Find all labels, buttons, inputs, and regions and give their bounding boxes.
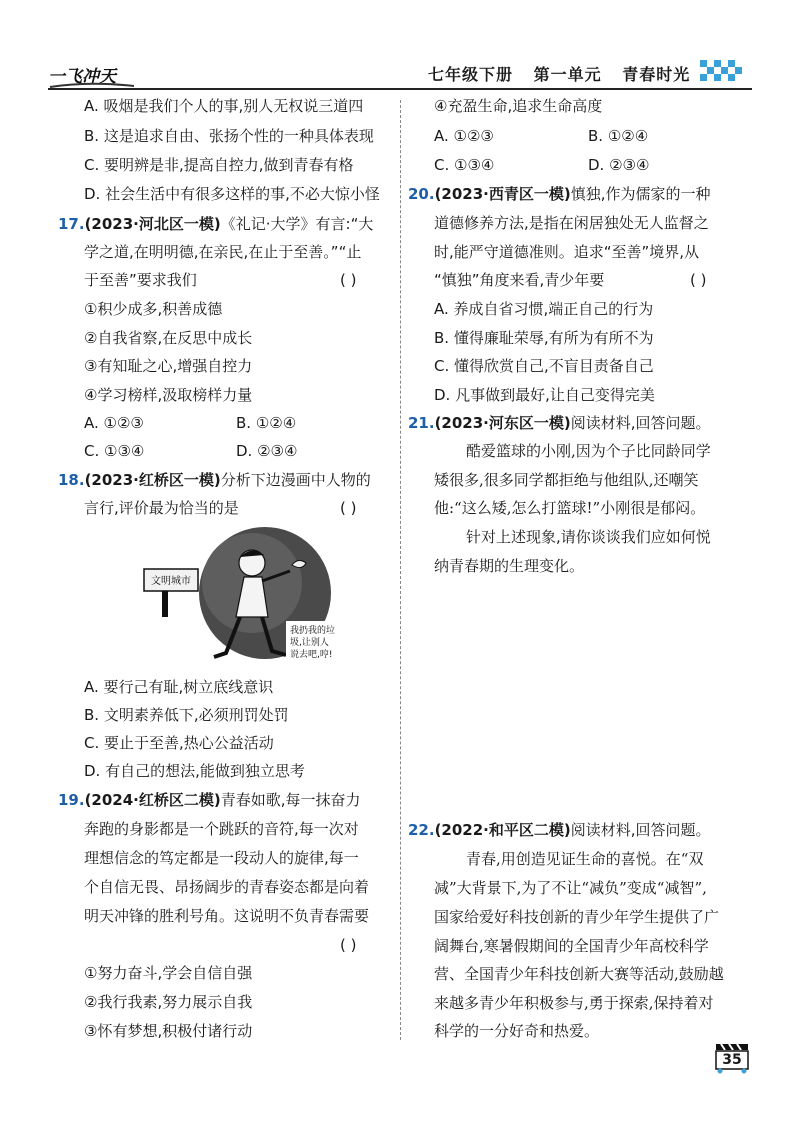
cartoon-speech-line2: 圾,让别人 <box>290 638 329 648</box>
q17-number: 17. <box>58 215 85 233</box>
q17-source: (2023·河北区一模) <box>84 215 221 233</box>
column-divider <box>400 100 401 1040</box>
series-logo: 一飞冲天 <box>48 67 116 87</box>
q20-stem-line2: 道德修养方法,是指在闲居独处无人监督之 <box>434 214 709 232</box>
q22-material-line1: 青春,用创造见证生命的喜悦。在“双 <box>466 850 704 868</box>
q21-stem-text: 阅读材料,回答问题。 <box>570 414 711 432</box>
q19-option-a: A. ①②③ <box>434 127 494 145</box>
q19-stem-line1 <box>58 790 361 810</box>
q16-option-d: D. 社会生活中有很多这样的事,不必大惊小怪 <box>84 185 380 203</box>
q18-source: (2023·红桥区一模) <box>84 471 221 489</box>
checker-cell <box>721 74 728 81</box>
checker-cell <box>728 60 735 67</box>
q20-answer-paren: ( ) <box>690 271 707 289</box>
checker-cell <box>714 60 721 67</box>
q21-material-line3: 他:“这么矮,怎么打篮球!”小刚很是郁闷。 <box>434 499 706 517</box>
header-unit: 第一单元 <box>533 65 602 84</box>
q18-option-a: A. 要行己有耻,树立底线意识 <box>84 678 274 696</box>
q17-option-b: B. ①②④ <box>236 414 297 432</box>
q17-item-2: ②自我省察,在反思中成长 <box>84 329 253 347</box>
q20-option-a: A. 养成自省习惯,端正自己的行为 <box>434 300 654 318</box>
q19-option-c: C. ①③④ <box>434 156 495 174</box>
q18-option-d: D. 有自己的想法,能做到独立思考 <box>84 762 305 780</box>
q22-stem-text: 阅读材料,回答问题。 <box>570 821 711 839</box>
q17-option-a: A. ①②③ <box>84 414 144 432</box>
q17-item-3: ③有知耻之心,增强自控力 <box>84 357 253 375</box>
q20-source: (2023·西青区一模) <box>434 185 571 203</box>
page-number: 35 <box>722 1052 742 1068</box>
q19-stem-line4: 个自信无畏、昂扬阔步的青春姿态都是向着 <box>84 878 370 896</box>
cartoon-speech-line3: 说去吧,哼! <box>290 650 333 660</box>
checker-cell <box>714 74 721 81</box>
q18-stem-line1 <box>58 470 371 490</box>
q21-ask-line2: 纳青春期的生理变化。 <box>434 557 585 575</box>
q22-number: 22. <box>408 821 435 839</box>
q22-material-line6: 来越多青少年积极参与,勇于探索,保持着对 <box>434 994 714 1012</box>
q17-stem-line1 <box>58 214 373 234</box>
checker-cell <box>728 67 735 74</box>
q20-option-b: B. 懂得廉耻荣辱,有所为有所不为 <box>434 329 654 347</box>
q17-stem-text1: 《礼记·大学》有言:“大 <box>220 215 374 233</box>
checker-cell <box>735 74 742 81</box>
q19-item-2: ②我行我素,努力展示自我 <box>84 993 253 1011</box>
q19-number: 19. <box>58 791 85 809</box>
q19-option-b: B. ①②④ <box>588 127 649 145</box>
q21-ask-line1: 针对上述现象,请你谈谈我们应如何悦 <box>466 528 711 546</box>
q18-option-b: B. 文明素养低下,必须刑罚处罚 <box>84 706 289 724</box>
header-theme: 青春时光 <box>622 65 691 84</box>
q17-option-c: C. ①③④ <box>84 442 145 460</box>
q17-item-4: ④学习榜样,汲取榜样力量 <box>84 386 253 404</box>
checker-cell <box>735 67 742 74</box>
q22-material-line3: 国家给爱好科技创新的青少年学生提供了广 <box>434 908 720 926</box>
header-grade: 七年级下册 <box>428 65 514 84</box>
checker-cell <box>700 67 707 74</box>
q19-item-3: ③怀有梦想,积极付诸行动 <box>84 1022 253 1040</box>
q20-number: 20. <box>408 185 435 203</box>
checker-cell <box>721 67 728 74</box>
q20-stem-line3: 时,能严守道德准则。追求“至善”境界,从 <box>434 243 700 261</box>
checker-cell <box>707 67 714 74</box>
header-checker-icon <box>700 60 742 81</box>
header-title <box>428 62 704 85</box>
q20-option-d: D. 凡事做到最好,让自己变得完美 <box>434 386 655 404</box>
q21-number: 21. <box>408 414 435 432</box>
checker-cell <box>707 74 714 81</box>
q16-option-b: B. 这是追求自由、张扬个性的一种具体表现 <box>84 127 374 145</box>
q22-material-line7: 科学的一分好奇和热爱。 <box>434 1022 600 1040</box>
q16-option-a: A. 吸烟是我们个人的事,别人无权说三道四 <box>84 97 364 115</box>
cartoon-sign-post <box>162 591 168 617</box>
q21-source: (2023·河东区一模) <box>434 414 571 432</box>
q17-option-d: D. ②③④ <box>236 442 298 460</box>
cartoon-sign-text: 文明城市 <box>151 576 191 587</box>
q19-source: (2024·红桥区二模) <box>84 791 221 809</box>
q16-option-c: C. 要明辨是非,提高自控力,做到青春有格 <box>84 156 354 174</box>
q17-stem-line3: 于至善”要求我们 <box>84 271 197 289</box>
q19-stem-line2: 奔跑的身影都是一个跳跃的音符,每一次对 <box>84 820 359 838</box>
q19-option-d: D. ②③④ <box>588 156 650 174</box>
header-rule <box>48 88 752 90</box>
q22-material-line2: 减”大背景下,为了不让“减负”变成“减智”, <box>434 879 707 897</box>
cartoon-speech-line1: 我扔我的垃 <box>290 626 336 636</box>
q20-stem-text1: 慎独,作为儒家的一种 <box>570 185 711 203</box>
q22-material-line4: 阔舞台,寒暑假期间的全国青少年高校科学 <box>434 937 709 955</box>
q22-material-line5: 营、全国青少年科技创新大赛等活动,鼓励越 <box>434 965 724 983</box>
q19-item-4: ④充盈生命,追求生命高度 <box>434 97 603 115</box>
q19-stem-line3: 理想信念的笃定都是一段动人的旋律,每一 <box>84 849 359 867</box>
checker-cell <box>728 74 735 81</box>
q17-answer-paren: ( ) <box>340 271 357 289</box>
q18-option-c: C. 要止于至善,热心公益活动 <box>84 734 274 752</box>
checker-cell <box>700 74 707 81</box>
q20-stem-line1 <box>408 184 711 204</box>
q22-stem <box>408 820 711 840</box>
q18-stem-text1: 分析下边漫画中人物的 <box>220 471 371 489</box>
q19-item-1: ①努力奋斗,学会自信自强 <box>84 964 253 982</box>
q18-answer-paren: ( ) <box>340 499 357 517</box>
q19-answer-paren: ( ) <box>340 936 357 954</box>
q20-stem-line4: “慎独”角度来看,青少年要 <box>434 271 605 289</box>
checker-cell <box>700 60 707 67</box>
checker-cell <box>735 60 742 67</box>
q22-source: (2022·和平区二模) <box>434 821 571 839</box>
q21-material-line2: 矮很多,很多同学都拒绝与他组队,还嘲笑 <box>434 471 699 489</box>
q17-stem-line2: 学之道,在明明德,在亲民,在止于至善。”“止 <box>84 243 362 261</box>
q17-item-1: ①积少成多,积善成德 <box>84 300 223 318</box>
checker-cell <box>714 67 721 74</box>
q21-stem <box>408 413 711 433</box>
q18-stem-line2: 言行,评价最为恰当的是 <box>84 499 239 517</box>
q20-option-c: C. 懂得欣赏自己,不盲目责备自己 <box>434 357 654 375</box>
checker-cell <box>721 60 728 67</box>
q21-material-line1: 酷爱篮球的小刚,因为个子比同龄同学 <box>466 442 711 460</box>
cartoon-illustration <box>140 525 350 670</box>
page-number-badge <box>712 1040 752 1074</box>
checker-cell <box>707 60 714 67</box>
q19-stem-text1: 青春如歌,每一抹奋力 <box>220 791 361 809</box>
q19-stem-line5: 明天冲锋的胜利号角。这说明不负青春需要 <box>84 907 370 925</box>
q18-number: 18. <box>58 471 85 489</box>
